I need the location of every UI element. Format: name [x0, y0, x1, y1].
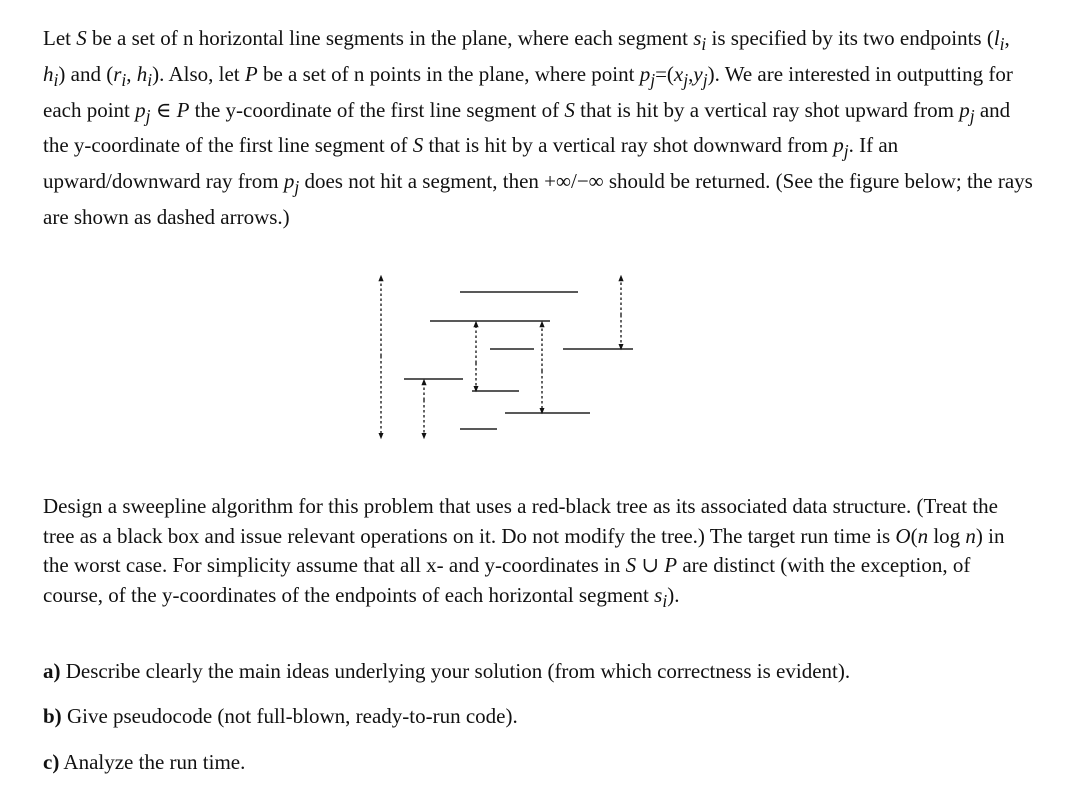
question-a: a) Describe clearly the main ideas underlying your solution (from which correctness is evident). [43, 659, 851, 683]
task-description: Design a sweepline algorithm for this problem that uses a red-black tree as its associated data structure. (Treat the tree as a black box and issue relevant operations on it. Do not modify the tree.) The target run time is O(n log n) in the worst case. For simplicity assume that all x- and y-coordinates in S ∪ P are distinct (with the exception, of course, of the y-coordinates of the endpoints of each horizontal segment $s_i$). [43, 494, 1005, 611]
question-c: c) Analyze the run time. [43, 750, 246, 774]
problem-statement: Let S be a set of n horizontal line segments in the plane, where each segment $s_i$ is specified by its two endpoints ($l_i$, $h_i$) and ($r_i$, $h_i$). Also, let P be a set of n points in the plane, where point $p_j=(x_j,y_j)$. We are interested in outputting for each point $p_j$ ∈ P the y-coordinate of the first line segment of S that is hit by a vertical ray shot upward from $p_j$ and the y-coordinate of the first line segment of S that is hit by a vertical ray shot downward from $p_j$. If an upward/downward ray from $p_j$ does not hit a segment, then +∞/−∞ should be returned. (See the figure below; the rays are shown as dashed arrows.) [43, 26, 1033, 229]
question-b: b) Give pseudocode (not full-blown, ready-to-run code). [43, 704, 518, 728]
